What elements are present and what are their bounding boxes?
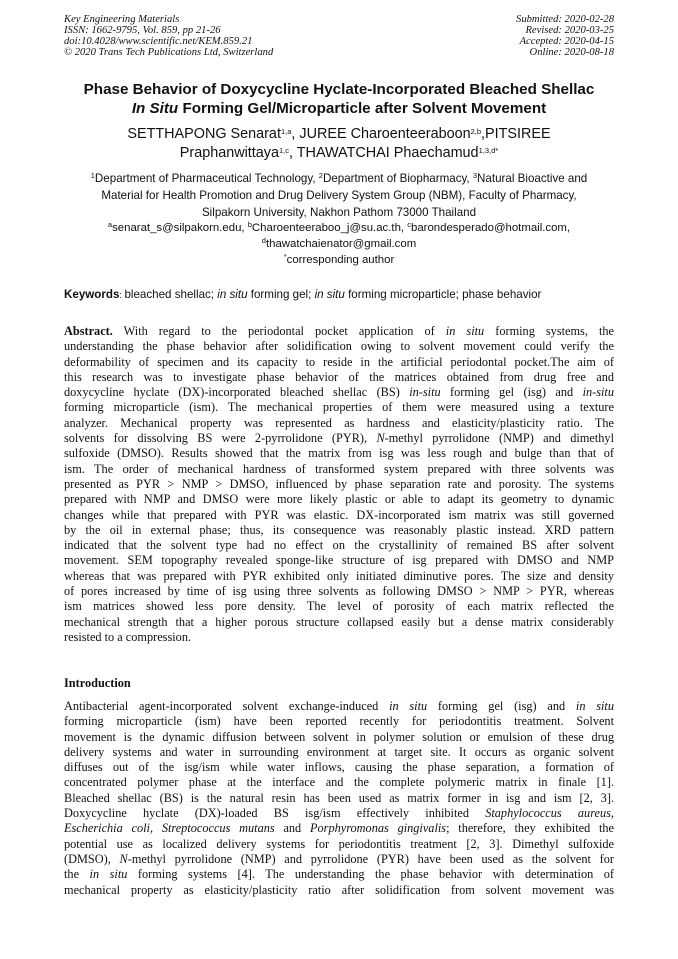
section-heading-introduction: Introduction xyxy=(64,676,131,690)
abstract-line xyxy=(64,431,614,446)
affil-text: Natural Bioactive and xyxy=(477,172,588,185)
star-mark: * xyxy=(283,252,287,261)
affil-text: Department of Biopharmacy, xyxy=(322,172,473,185)
author-line-1: SETTHAPONG Senarat$^{1,a}$, JUREE Charoenteeraboon$^{2,b}$,PITSIREE xyxy=(127,126,551,142)
abstract-line: movement. SEM topography revealed sponge-like structure of isg prepared with DMSO and NMP xyxy=(64,553,614,568)
italic-text: Streptococcus mutans xyxy=(161,821,275,836)
text: ; therefore, they exhibited the xyxy=(446,821,615,836)
corresponding-text: corresponding author xyxy=(286,254,395,266)
text: (DMSO), xyxy=(64,851,120,866)
intro-line: Bleached shellac (BS) is the natural resin has been used as matrix former in isg and ism [2, 3]. xyxy=(64,790,614,805)
affiliation-line-1 xyxy=(60,170,618,187)
author-line-2: Praphanwittaya$^{1,c}$, THAWATCHAI Phaechamud$^{1,3,d*}$ xyxy=(179,145,499,161)
email-link[interactable]: Charoenteeraboo_j@su.ac.th, xyxy=(251,222,408,234)
intro-line: movement is the dynamic diffusion between solvent in polymer solution or emulsion of these drug xyxy=(64,729,614,744)
text: With regard to the periodontal pocket application of xyxy=(112,324,446,338)
abstract-line: whereas that was prepared with PYR exhibited only initiated diminutive pores. The size and density xyxy=(64,568,614,583)
abstract-line: of pores increased by time of isg using three solvents as following DMSO > NMP > PYR, whereas xyxy=(64,584,614,599)
abstract-line: by the oil in external phase; thus, its consequence was reasonably plastic instead. XRD pattern xyxy=(64,522,614,537)
text: Doxycycline hyclate (DX)-loaded BS isg/ism effectively inhibited xyxy=(64,806,486,821)
intro-line: potential use as localized delivery systems for periodontitis treatment [2, 3]. Dimethyl sulfoxide xyxy=(64,836,614,851)
italic-text: in-situ xyxy=(582,385,614,400)
text: forming systems, the xyxy=(484,324,614,338)
affil-sup: 1 xyxy=(90,171,95,180)
intro-line xyxy=(64,821,614,836)
italic-text: in situ xyxy=(445,324,485,338)
italic-text: N xyxy=(119,851,128,866)
abstract-line: prepared with NMP and DMSO were more likely plastic or able to adapt its geometry to dynamic xyxy=(64,492,614,507)
title-line-2-rest: Forming Gel/Microparticle after Solvent Movement xyxy=(178,100,547,117)
text: forming gel (isg) and xyxy=(427,699,576,713)
italic-text: Staphylococcus aureus, xyxy=(485,806,614,821)
affil-sup: 2 xyxy=(318,171,323,180)
title-line-1: Phase Behavior of Doxycycline Hyclate-Incorporated Bleached Shellac xyxy=(83,81,595,98)
abstract xyxy=(64,324,614,645)
italic-text: in-situ xyxy=(409,385,441,400)
journal-header-left xyxy=(64,14,273,58)
copyright-notice: © 2020 Trans Tech Publications Ltd, Switzerland xyxy=(64,47,274,58)
intro-line xyxy=(64,867,614,882)
abstract-line: forming microparticle (ism). The mechanical properties of them were measured using a texture xyxy=(64,400,614,415)
text: forming systems [4]. The understanding the phase behavior with determination of xyxy=(127,867,614,882)
email-link[interactable]: barondesperado@hotmail.com, xyxy=(410,222,571,234)
keywords xyxy=(64,287,624,303)
intro-line: diffuses out of the isg/ism while water inflows, causing the phase separation, a formation of xyxy=(64,760,614,775)
text: Antibacterial agent-incorporated solvent exchange-induced xyxy=(64,699,390,713)
submitted-date: Submitted: 2020-02-28 xyxy=(516,14,614,25)
title-italic: In Situ xyxy=(131,100,179,117)
keywords-sep: : xyxy=(119,290,125,300)
journal-header-right xyxy=(516,14,614,58)
email-sup: a xyxy=(107,220,113,229)
email-line-1 xyxy=(60,220,618,236)
italic-text: in situ xyxy=(575,699,614,713)
email-sup: d xyxy=(261,236,266,245)
italic-text: N xyxy=(376,431,385,446)
author-name: JUREE Charoenteeraboon xyxy=(299,126,471,142)
affiliation-line-3: Silpakorn University, Nakhon Pathom 73000 Thailand xyxy=(201,206,477,219)
revised-date: Revised: 2020-03-25 xyxy=(525,25,614,36)
keyword-italic: in situ xyxy=(314,288,345,301)
abstract-line: analyzer. Mechanical property was represented as hardness and elasticity/plasticity ratio. The xyxy=(64,415,614,430)
abstract-line: sulfoxide (DMSO). Results showed that the matrix from isg was less rough and bulge than that of xyxy=(64,446,614,461)
author-emails xyxy=(60,220,618,268)
paper-title xyxy=(30,80,648,118)
intro-line xyxy=(64,699,614,714)
intro-line: forming microparticle (ism) have been reported recently for periodontitis treatment. Solvent xyxy=(64,714,614,729)
email-link[interactable]: thawatchaienator@gmail.com xyxy=(265,238,417,250)
intro-line xyxy=(64,852,614,867)
keyword: bleached shellac; xyxy=(124,288,218,301)
abstract-line: resisted to a compression. xyxy=(64,629,192,644)
abstract-line: deformability of specimen and its capacity to reside in the artificial periodontal pocket.The aim of xyxy=(64,354,614,369)
text: -methyl pyrrolidone (NMP) and dimethyl xyxy=(384,431,614,446)
corresponding-note xyxy=(60,252,618,268)
title-line-2 xyxy=(30,99,648,118)
author-list xyxy=(40,125,638,163)
author-superscript: 1,c xyxy=(279,146,290,155)
abstract-line xyxy=(64,385,614,400)
email-link[interactable]: senarat_s@silpakorn.edu, xyxy=(112,222,248,234)
italic-text: Porphyromonas gingivalis xyxy=(310,821,447,836)
italic-text: in situ xyxy=(389,699,428,713)
abstract-line: understanding the phase behavior after solidification owing to solvent movement could verify the xyxy=(64,339,614,354)
affil-sup: 3 xyxy=(472,171,478,180)
abstract-line: changes while that prepared with PYR was elastic. DX-incorporated ism matrix was still governed xyxy=(64,507,614,522)
email-line-2 xyxy=(60,236,618,252)
abstract-line: mechanical strength that a higher porous structure collapsed easily but a dense matrix considerably xyxy=(64,614,614,629)
abstract-line: presented as PYR > NMP > DMSO, influenced by phase separation rate and porosity. The systems xyxy=(64,476,614,491)
text: solvents for dissolving BS were 2-pyrrolidone (PYR), xyxy=(64,431,377,446)
abstract-line: indicated that the solvent type had no effect on the crystallinity of remained BS after solvent xyxy=(64,538,614,553)
text: , xyxy=(149,821,162,836)
doi-link[interactable]: doi:10.4028/www.scientific.net/KEM.859.21 xyxy=(64,36,253,47)
intro-line: mechanical property as elasticity/plasticity ratio after solidification from solvent movement was xyxy=(64,882,614,897)
affiliations xyxy=(60,170,618,221)
introduction-body xyxy=(64,699,614,898)
keyword: forming microparticle; phase behavior xyxy=(344,288,542,301)
keywords-label: Keywords xyxy=(64,288,120,301)
italic-text: Escherichia coli xyxy=(64,821,150,836)
intro-line: concentrated polymer phase at the interface and the complete polymeric matrix in finale [1]. xyxy=(64,775,614,790)
text: the xyxy=(64,867,90,882)
journal-name: Key Engineering Materials xyxy=(64,14,180,25)
abstract-label: Abstract. xyxy=(64,324,113,338)
affiliation-line-2: Material for Health Promotion and Drug Delivery System Group (NBM), Faculty of Pharmacy, xyxy=(101,189,577,202)
author-superscript: 1,a xyxy=(280,127,292,136)
affil-text: Department of Pharmaceutical Technology, xyxy=(94,172,319,185)
italic-text: in situ xyxy=(89,867,128,882)
text: -methyl pyrrolidone (NMP) and pyrrolidone (PYR) have been used as the solvent for xyxy=(127,851,615,866)
author-name: PITSIREE xyxy=(485,126,551,142)
email-sup: b xyxy=(247,220,252,229)
author-name: SETTHAPONG Senarat xyxy=(127,126,281,142)
author-name-cont: Praphanwittaya xyxy=(179,145,279,161)
author-superscript: 1,3,d* xyxy=(478,146,499,155)
keyword-italic: in situ xyxy=(217,288,248,301)
online-date: Online: 2020-08-18 xyxy=(529,47,614,58)
text: and xyxy=(274,821,310,836)
email-sup: c xyxy=(407,220,411,229)
intro-line: delivery systems and water in surrounding environment at target site. It occurs as organic solvent xyxy=(64,744,614,759)
accepted-date: Accepted: 2020-04-15 xyxy=(519,36,614,47)
text: doxycycline hyclate (DX)-incorporated bleached shellac (BS) xyxy=(64,385,410,400)
abstract-line: ism. The order of mechanical hardness of transformed system prepared with three solvents was xyxy=(64,461,614,476)
author-name: THAWATCHAI Phaechamud xyxy=(296,145,479,161)
text: forming gel (isg) and xyxy=(440,385,583,400)
author-superscript: 2,b xyxy=(470,127,482,136)
issn-info: ISSN: 1662-9795, Vol. 859, pp 21-26 xyxy=(64,25,221,36)
abstract-line xyxy=(64,324,614,339)
abstract-line: ism matrices showed less pore density. The level of porosity of each matrix reflected the xyxy=(64,599,614,614)
keyword: forming gel; xyxy=(247,288,315,301)
intro-line xyxy=(64,806,614,821)
abstract-line: this research was to investigate phase behavior of the matrices obtained from drug free and xyxy=(64,369,614,384)
